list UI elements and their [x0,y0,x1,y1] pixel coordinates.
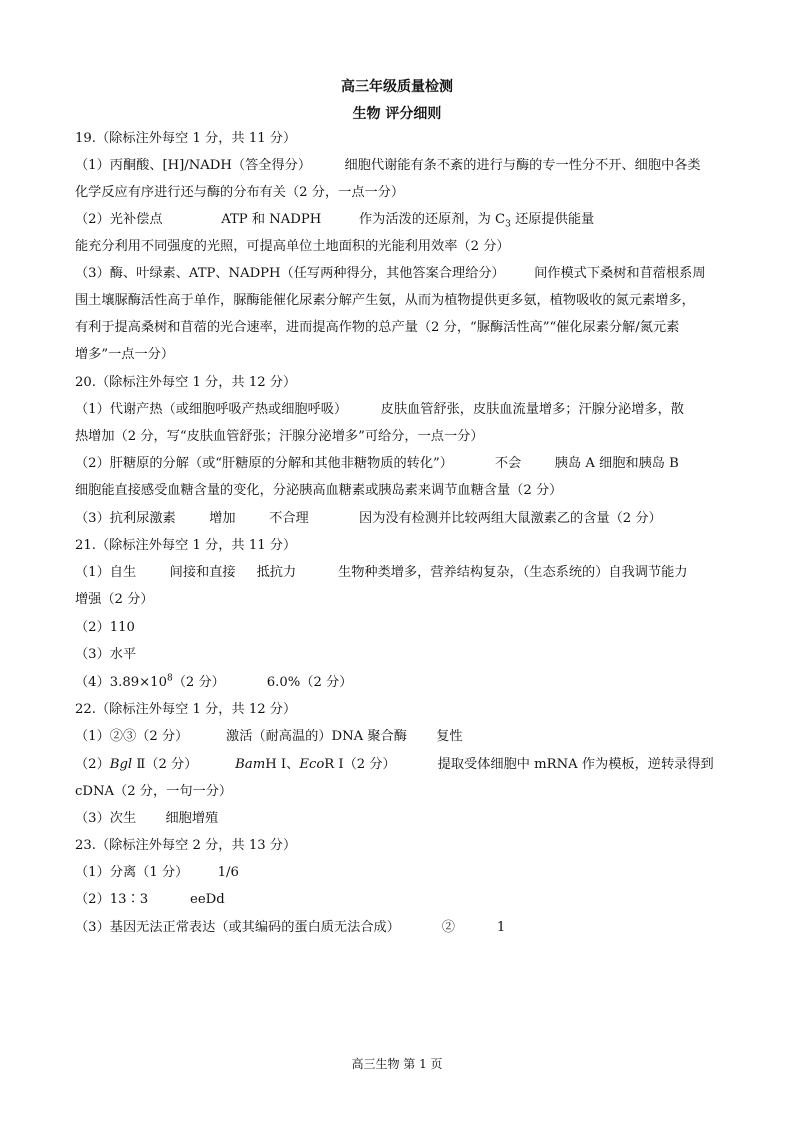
page-subtitle: 生物 评分细则 [352,106,442,122]
superscript: 8 [166,673,173,684]
q23-line: （1）分离（1 分） 1/6 [75,865,239,880]
q20-line: （2）肝糖原的分解（或“肝糖原的分解和其他非糖物质的转化”） 不会 胰岛 A 细胞和胰岛 B [75,456,679,471]
q20-heading: 20.（除标注外每空 1 分，共 12 分） [75,375,297,390]
q21-text: （4）3.89×10 [75,675,167,690]
q19-line: 围土壤脲酶活性高于单作，脲酶能催化尿素分解产生氨，从而为植物提供更多氨，植物吸收的氮元素增多， [75,293,695,308]
page-footer: 高三生物 第 1 页 [351,1057,443,1071]
q19-text: （2）光补偿点 ATP 和 NADPH 作为活泼的还原剂，为 C [75,212,506,227]
q22-text: H Ⅰ、 [265,757,300,772]
q19-text: 还原提供能量 [510,212,595,227]
q22-line [75,757,714,773]
q23-line: （2）13∶3 eeDd [75,892,225,907]
q21-line: （1）自生 间接和直接 抵抗力 生物种类增多，营养结构复杂，（生态系统的）自我调节能力 [75,565,688,580]
q19-line [75,212,594,228]
q20-line: （3）抗利尿激素 增加 不合理 因为没有检测并比较两组大鼠激素乙的含量（2 分） [75,511,662,526]
q22-text: R Ⅰ（2 分） 提取受体细胞中 mRNA 作为模板，逆转录得到 [324,757,714,772]
q19-line: 增多”一点一分） [75,347,175,362]
q19-line: 化学反应有序进行还与酶的分布有关（2 分，一点一分） [75,185,405,200]
q21-heading: 21.（除标注外每空 1 分，共 11 分） [75,538,297,553]
q22-line: （1）②③（2 分） 激活（耐高温的）DNA 聚合酶 复性 [75,729,463,744]
q22-heading: 22.（除标注外每空 1 分，共 12 分） [75,702,297,717]
q20-line: 热增加（2 分，写“皮肤血管舒张；汗腺分泌增多”可给分，一点一分） [75,429,484,444]
q19-line: （1）丙酮酸、[H]/NADH（答全得分） 细胞代谢能有条不紊的进行与酶的专一性分不开、细胞中各类 [75,158,701,173]
q19-line: 能充分利用不同强度的光照，可提高单位土地面积的光能利用效率（2 分） [75,239,510,254]
q23-heading: 23.（除标注外每空 2 分，共 13 分） [75,838,297,853]
q23-line: （3）基因无法正常表达（或其编码的蛋白质无法合成） ② 1 [75,920,506,935]
q19-line: （3）酶、叶绿素、ATP、NADPH（任写两种得分，其他答案合理给分） 间作模式下桑树和苜蓿根系周 [75,266,706,281]
q21-line: 增强（2 分） [75,592,154,607]
q20-line: （1）代谢产热（或细胞呼吸产热或细胞呼吸） 皮肤血管舒张，皮肤血流量增多；汗腺分泌增多，散 [75,402,684,417]
q22-text: Ⅱ（2 分） [132,757,236,772]
q21-text: （2 分） 6.0%（2 分） [172,675,353,690]
enzyme-name: Bgl [109,757,133,772]
enzyme-name: Eco [299,757,325,772]
q20-line: 细胞能直接感受血糖含量的变化，分泌胰高血糖素或胰岛素来调节血糖含量（2 分） [75,483,563,498]
subscript: 3 [505,219,511,230]
q21-line: （2）110 [75,620,135,635]
q22-line: （3）次生 细胞增殖 [75,811,219,826]
page-title: 高三年级质量检测 [341,79,453,95]
q19-line: 有利于提高桑树和苜蓿的光合速率，进而提高作物的总产量（2 分，“脲酶活性高”“催化尿素分解/氮元素 [75,320,680,335]
q19-heading: 19.（除标注外每空 1 分，共 11 分） [75,131,297,146]
q21-line [75,675,352,691]
enzyme-name: Bam [235,757,266,772]
q22-text: （2） [75,757,110,772]
q21-line: （3）水平 [75,647,137,662]
q22-line: cDNA（2 分，一句一分） [75,784,233,799]
